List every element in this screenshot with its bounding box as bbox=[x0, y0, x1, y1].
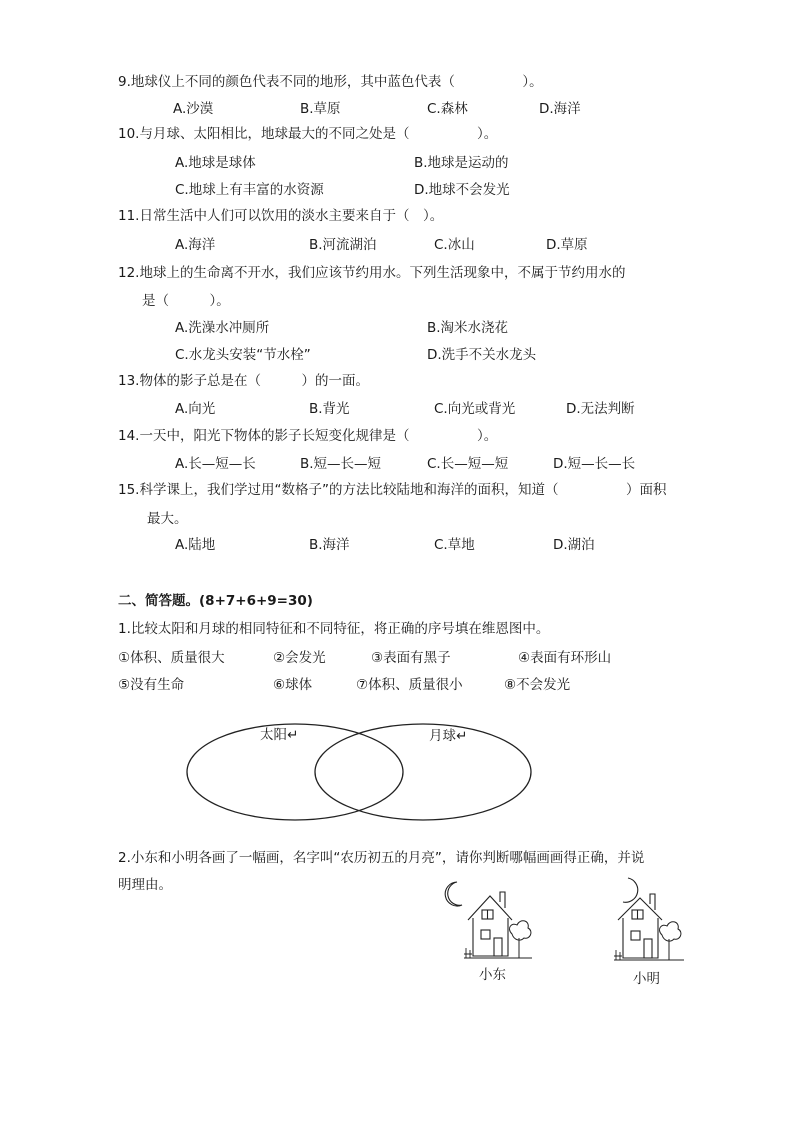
question-13-option-d: D.无法判断 bbox=[566, 401, 635, 417]
short-question-2-stem-cont: 明理由。 bbox=[118, 877, 172, 893]
venn-item-6: ⑥球体 bbox=[273, 677, 313, 693]
question-9-option-a: A.沙漠 bbox=[173, 101, 214, 117]
question-10-stem: 10.与月球、太阳相比，地球最大的不同之处是（ ）。 bbox=[118, 126, 498, 142]
question-9-option-b: B.草原 bbox=[300, 101, 341, 117]
question-10-option-d: D.地球不会发光 bbox=[414, 182, 510, 198]
question-14-option-c: C.长—短—短 bbox=[427, 456, 509, 472]
section-2-heading: 二、简答题。(8+7+6+9=30) bbox=[118, 593, 313, 609]
question-15-stem-cont: 最大。 bbox=[147, 511, 188, 527]
venn-diagram bbox=[185, 722, 535, 822]
question-14-stem: 14.一天中，阳光下物体的影子长短变化规律是（ ）。 bbox=[118, 428, 498, 444]
house-icon bbox=[468, 892, 512, 956]
question-10-option-a: A.地球是球体 bbox=[175, 155, 256, 171]
question-11-option-a: A.海洋 bbox=[175, 237, 216, 253]
question-13-option-b: B.背光 bbox=[309, 401, 350, 417]
venn-item-8: ⑧不会发光 bbox=[504, 677, 571, 693]
tree-icon bbox=[509, 921, 530, 958]
venn-item-1: ①体积、质量很大 bbox=[118, 650, 225, 666]
xiaoming-label: 小明 bbox=[633, 971, 660, 987]
question-14-option-a: A.长—短—长 bbox=[175, 456, 256, 472]
venn-item-3: ③表面有黑子 bbox=[371, 650, 451, 666]
venn-label-moon: 月球↵ bbox=[429, 728, 468, 744]
grass-icon bbox=[614, 950, 622, 960]
question-13-option-c: C.向光或背光 bbox=[434, 401, 516, 417]
question-9-stem: 9.地球仪上不同的颜色代表不同的地形，其中蓝色代表（ ）。 bbox=[118, 74, 543, 90]
house-icon bbox=[618, 894, 662, 958]
tree-icon bbox=[659, 922, 680, 960]
question-15-stem: 15.科学课上，我们学过用“数格子”的方法比较陆地和海洋的面积，知道（ ）面积 bbox=[118, 482, 667, 498]
question-15-option-a: A.陆地 bbox=[175, 537, 216, 553]
question-9-option-c: C.森林 bbox=[427, 101, 468, 117]
question-10-option-c: C.地球上有丰富的水资源 bbox=[175, 182, 324, 198]
xiaodong-label: 小东 bbox=[479, 967, 506, 983]
crescent-moon-icon bbox=[623, 878, 638, 902]
question-14-option-b: B.短—长—短 bbox=[300, 456, 382, 472]
venn-label-sun: 太阳↵ bbox=[260, 727, 299, 743]
crescent-moon-icon bbox=[445, 882, 462, 906]
question-15-option-b: B.海洋 bbox=[309, 537, 350, 553]
question-9-option-d: D.海洋 bbox=[539, 101, 581, 117]
question-12-stem-cont: 是（ ）。 bbox=[142, 293, 230, 309]
grass-icon bbox=[464, 948, 472, 958]
question-11-option-d: D.草原 bbox=[546, 237, 588, 253]
question-11-option-c: C.冰山 bbox=[434, 237, 475, 253]
question-15-option-c: C.草地 bbox=[434, 537, 475, 553]
question-12-option-a: A.洗澡水冲厕所 bbox=[175, 320, 270, 336]
venn-item-7: ⑦体积、质量很小 bbox=[356, 677, 463, 693]
xiaoming-drawing bbox=[600, 872, 700, 972]
question-11-stem: 11.日常生活中人们可以饮用的淡水主要来自于（ ）。 bbox=[118, 208, 444, 224]
short-question-1-stem: 1.比较太阳和月球的相同特征和不同特征，将正确的序号填在维恩图中。 bbox=[118, 621, 550, 637]
question-12-option-b: B.淘米水浇花 bbox=[427, 320, 509, 336]
question-12-option-c: C.水龙头安装“节水栓” bbox=[175, 347, 311, 363]
question-12-stem: 12.地球上的生命离不开水，我们应该节约用水。下列生活现象中，不属于节约用水的 bbox=[118, 265, 626, 281]
venn-item-2: ②会发光 bbox=[273, 650, 326, 666]
venn-item-4: ④表面有环形山 bbox=[518, 650, 612, 666]
question-15-option-d: D.湖泊 bbox=[553, 537, 595, 553]
venn-circle-moon bbox=[315, 724, 531, 820]
xiaodong-drawing bbox=[440, 878, 540, 968]
question-13-stem: 13.物体的影子总是在（ ）的一面。 bbox=[118, 373, 369, 389]
question-11-option-b: B.河流湖泊 bbox=[309, 237, 377, 253]
question-10-option-b: B.地球是运动的 bbox=[414, 155, 509, 171]
short-question-2-stem: 2.小东和小明各画了一幅画，名字叫“农历初五的月亮”，请你判断哪幅画画得正确，并说 bbox=[118, 850, 645, 866]
question-13-option-a: A.向光 bbox=[175, 401, 216, 417]
question-14-option-d: D.短—长—长 bbox=[553, 456, 636, 472]
question-12-option-d: D.洗手不关水龙头 bbox=[427, 347, 537, 363]
venn-item-5: ⑤没有生命 bbox=[118, 677, 185, 693]
